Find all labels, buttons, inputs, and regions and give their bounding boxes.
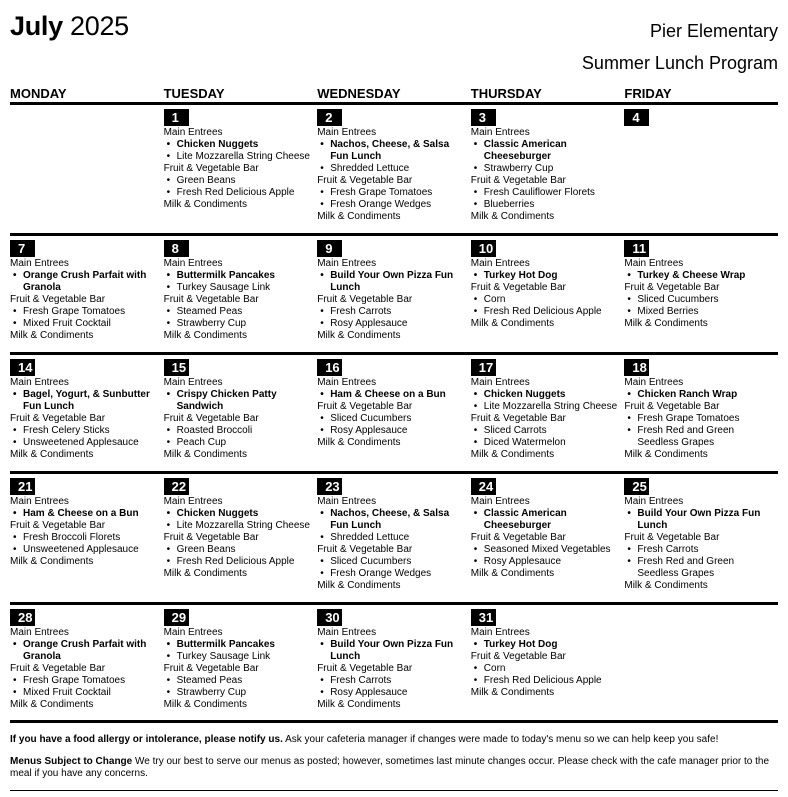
menu-section-label: Milk & Condiments bbox=[10, 556, 94, 567]
menu-item: • Fresh Orange Wedges bbox=[317, 199, 469, 211]
menu-section-label: Fruit & Vegetable Bar bbox=[10, 663, 106, 674]
menu-item: • Sliced Carrots bbox=[471, 425, 623, 437]
menu-item: • Sliced Cucumbers bbox=[317, 413, 469, 425]
menu-item: • Mixed Fruit Cocktail bbox=[10, 687, 162, 699]
menu-item: • Fresh Red Delicious Apple bbox=[471, 306, 623, 318]
day-number: 28 bbox=[10, 609, 35, 626]
menu-entree: • Orange Crush Parfait with Granola bbox=[10, 270, 162, 294]
day-cell bbox=[624, 236, 778, 352]
bottom-divider bbox=[10, 790, 778, 791]
menu-entree: • Crispy Chicken Patty Sandwich bbox=[164, 389, 316, 413]
change-note-bold: Menus Subject to Change bbox=[10, 756, 133, 767]
menu-section-label: Main Entrees bbox=[163, 496, 223, 507]
menu-item: • Shredded Lettuce bbox=[317, 532, 469, 544]
change-note-text: We try our best to serve our menus as posted; however, sometimes last minute changes occur. Please check with the cafe manager prior to the meal if you have any concerns. bbox=[10, 756, 770, 779]
menu-item: • Fresh Carrots bbox=[317, 306, 469, 318]
day-number: 3 bbox=[471, 109, 496, 126]
day-cell bbox=[164, 474, 318, 602]
menu-section-label: Fruit & Vegetable Bar bbox=[470, 282, 566, 293]
menu-entree: • Buttermilk Pancakes bbox=[164, 270, 316, 282]
menu-item: • Fresh Grape Tomatoes bbox=[317, 187, 469, 199]
menu-item: • Green Beans bbox=[164, 175, 316, 187]
day-number: 14 bbox=[10, 359, 35, 376]
menu-item: • Fresh Red and Green Seedless Grapes bbox=[624, 425, 776, 449]
menu-entree: • Chicken Nuggets bbox=[471, 389, 623, 401]
menu-item: • Fresh Cauliflower Florets bbox=[471, 187, 623, 199]
menu-section-label: Main Entrees bbox=[470, 127, 530, 138]
menu-section-label: Main Entrees bbox=[163, 627, 223, 638]
allergy-note-bold: If you have a food allergy or intolerance, please notify us. bbox=[10, 734, 283, 745]
day-number: 29 bbox=[164, 609, 189, 626]
day-number: 21 bbox=[10, 478, 35, 495]
allergy-note bbox=[10, 734, 778, 746]
menu-section-label: Main Entrees bbox=[470, 627, 530, 638]
menu-section-label: Main Entrees bbox=[624, 377, 684, 388]
menu-item: • Fresh Red Delicious Apple bbox=[164, 556, 316, 568]
day-number: 11 bbox=[624, 240, 649, 257]
day-cell bbox=[471, 605, 625, 721]
menu-entree: • Build Your Own Pizza Fun Lunch bbox=[317, 639, 469, 663]
menu-section-label: Milk & Condiments bbox=[624, 318, 708, 329]
menu-entree: • Classic American Cheeseburger bbox=[471, 508, 623, 532]
menu-section-label: Milk & Condiments bbox=[10, 699, 94, 710]
menu-item: • Roasted Broccoli bbox=[164, 425, 316, 437]
menu-section-label: Main Entrees bbox=[624, 258, 684, 269]
menu-item: • Fresh Orange Wedges bbox=[317, 568, 469, 580]
menu-section-label: Main Entrees bbox=[317, 127, 377, 138]
menu-entree: • Turkey & Cheese Wrap bbox=[624, 270, 776, 282]
menu-item: • Corn bbox=[471, 294, 623, 306]
menu-section-label: Milk & Condiments bbox=[624, 449, 708, 460]
menu-section-label: Fruit & Vegetable Bar bbox=[163, 413, 259, 424]
day-number: 10 bbox=[471, 240, 496, 257]
menu-section-label: Fruit & Vegetable Bar bbox=[317, 663, 413, 674]
menu-section-label: Milk & Condiments bbox=[163, 330, 247, 341]
menu-section-label: Fruit & Vegetable Bar bbox=[624, 282, 720, 293]
menu-section-label: Fruit & Vegetable Bar bbox=[470, 413, 566, 424]
menu-section-label: Main Entrees bbox=[163, 377, 223, 388]
menu-section-label: Milk & Condiments bbox=[470, 449, 555, 460]
menu-section-label: Milk & Condiments bbox=[317, 437, 401, 448]
menu-item: • Blueberries bbox=[471, 199, 623, 211]
page-title bbox=[10, 9, 129, 43]
day-cell bbox=[624, 474, 778, 602]
menu-item: • Fresh Grape Tomatoes bbox=[10, 306, 162, 318]
menu-item: • Fresh Celery Sticks bbox=[10, 425, 162, 437]
week-row bbox=[10, 471, 778, 602]
day-cell bbox=[164, 236, 318, 352]
menu-entree: • Buttermilk Pancakes bbox=[164, 639, 316, 651]
menu-section-label: Fruit & Vegetable Bar bbox=[317, 175, 413, 186]
day-cell bbox=[10, 355, 164, 471]
menu-item: • Strawberry Cup bbox=[164, 687, 316, 699]
menu-section-label: Fruit & Vegetable Bar bbox=[317, 401, 413, 412]
menu-item: • Seasoned Mixed Vegetables bbox=[471, 544, 623, 556]
menu-item: • Steamed Peas bbox=[164, 675, 316, 687]
menu-section-label: Main Entrees bbox=[624, 496, 684, 507]
menu-section-label: Fruit & Vegetable Bar bbox=[470, 175, 566, 186]
day-cell bbox=[10, 474, 164, 602]
menu-section-label: Milk & Condiments bbox=[10, 449, 94, 460]
day-cell bbox=[624, 355, 778, 471]
menu-entree: • Ham & Cheese on a Bun bbox=[10, 508, 162, 520]
menu-item: • Rosy Applesauce bbox=[317, 425, 469, 437]
day-cell bbox=[10, 236, 164, 352]
menu-section-label: Milk & Condiments bbox=[317, 699, 401, 710]
menu-item: • Fresh Grape Tomatoes bbox=[624, 413, 776, 425]
menu-entree: • Nachos, Cheese, & Salsa Fun Lunch bbox=[317, 508, 469, 532]
menu-section-label: Main Entrees bbox=[163, 258, 223, 269]
menu-section-label: Fruit & Vegetable Bar bbox=[624, 401, 720, 412]
day-number: 8 bbox=[164, 240, 189, 257]
menu-item: • Fresh Red and Green Seedless Grapes bbox=[624, 556, 776, 580]
menu-section-label: Milk & Condiments bbox=[163, 568, 247, 579]
menu-item: • Strawberry Cup bbox=[471, 163, 623, 175]
day-cell bbox=[471, 105, 625, 233]
menu-section-label: Main Entrees bbox=[470, 496, 530, 507]
day-number: 23 bbox=[317, 478, 342, 495]
menu-section-label: Milk & Condiments bbox=[163, 699, 247, 710]
menu-section-label: Fruit & Vegetable Bar bbox=[317, 544, 413, 555]
day-number: 18 bbox=[624, 359, 649, 376]
day-cell bbox=[164, 605, 318, 721]
day-number: 9 bbox=[317, 240, 342, 257]
day-cell bbox=[624, 105, 778, 233]
day-cell bbox=[164, 105, 318, 233]
menu-section-label: Main Entrees bbox=[10, 258, 69, 269]
title-year: 2025 bbox=[70, 11, 129, 41]
day-cell bbox=[317, 105, 471, 233]
menu-entree: • Turkey Hot Dog bbox=[471, 639, 623, 651]
menu-item: • Rosy Applesauce bbox=[317, 687, 469, 699]
weekday-label: TUESDAY bbox=[163, 86, 225, 101]
day-number: 7 bbox=[10, 240, 35, 257]
calendar-grid bbox=[10, 86, 778, 721]
menu-section-label: Milk & Condiments bbox=[470, 318, 555, 329]
day-number: 17 bbox=[471, 359, 496, 376]
menu-item: • Steamed Peas bbox=[164, 306, 316, 318]
menu-section-label: Main Entrees bbox=[317, 258, 377, 269]
menu-section-label: Fruit & Vegetable Bar bbox=[163, 663, 259, 674]
menu-section-label: Main Entrees bbox=[10, 377, 69, 388]
day-number: 24 bbox=[471, 478, 496, 495]
menu-item: • Lite Mozzarella String Cheese bbox=[164, 520, 316, 532]
menu-section-label: Milk & Condiments bbox=[163, 199, 247, 210]
menu-item: • Unsweetened Applesauce bbox=[10, 544, 162, 556]
menu-section-label: Milk & Condiments bbox=[317, 211, 401, 222]
menu-section-label: Milk & Condiments bbox=[317, 580, 401, 591]
menu-section-label: Main Entrees bbox=[163, 127, 223, 138]
menu-item: • Fresh Grape Tomatoes bbox=[10, 675, 162, 687]
day-number: 2 bbox=[317, 109, 342, 126]
menu-item: • Turkey Sausage Link bbox=[164, 282, 316, 294]
menu-section-label: Fruit & Vegetable Bar bbox=[470, 651, 566, 662]
menu-section-label: Main Entrees bbox=[10, 496, 69, 507]
menu-item: • Diced Watermelon bbox=[471, 437, 623, 449]
day-cell bbox=[471, 355, 625, 471]
menu-section-label: Milk & Condiments bbox=[317, 330, 401, 341]
footer-divider bbox=[10, 720, 778, 723]
menu-entree: • Turkey Hot Dog bbox=[471, 270, 623, 282]
menu-item: • Rosy Applesauce bbox=[471, 556, 623, 568]
day-number: 30 bbox=[317, 609, 342, 626]
program-name: Summer Lunch Program bbox=[581, 53, 778, 73]
day-number: 25 bbox=[624, 478, 649, 495]
menu-item: • Mixed Fruit Cocktail bbox=[10, 318, 162, 330]
day-cell bbox=[10, 105, 164, 233]
day-cell bbox=[624, 605, 778, 721]
menu-item: • Sliced Cucumbers bbox=[317, 556, 469, 568]
day-cell bbox=[317, 236, 471, 352]
week-row bbox=[10, 352, 778, 471]
menu-section-label: Main Entrees bbox=[10, 627, 69, 638]
menu-entree: • Orange Crush Parfait with Granola bbox=[10, 639, 162, 663]
week-row bbox=[10, 102, 778, 233]
menu-section-label: Fruit & Vegetable Bar bbox=[10, 294, 106, 305]
menu-section-label: Main Entrees bbox=[470, 377, 530, 388]
menu-entree: • Build Your Own Pizza Fun Lunch bbox=[317, 270, 469, 294]
title-month: July bbox=[10, 11, 63, 41]
day-number: 4 bbox=[624, 109, 649, 126]
menu-item: • Mixed Berries bbox=[624, 306, 776, 318]
menu-item: • Green Beans bbox=[164, 544, 316, 556]
menu-item: • Turkey Sausage Link bbox=[164, 651, 316, 663]
day-number: 1 bbox=[164, 109, 189, 126]
day-cell bbox=[317, 605, 471, 721]
menu-section-label: Main Entrees bbox=[317, 627, 377, 638]
menu-item: • Rosy Applesauce bbox=[317, 318, 469, 330]
day-cell bbox=[471, 236, 625, 352]
menu-entree: • Bagel, Yogurt, & Sunbutter Fun Lunch bbox=[10, 389, 162, 413]
menu-section-label: Milk & Condiments bbox=[624, 580, 708, 591]
menu-section-label: Fruit & Vegetable Bar bbox=[10, 520, 106, 531]
weekday-label: MONDAY bbox=[10, 86, 67, 101]
menu-item: • Shredded Lettuce bbox=[317, 163, 469, 175]
menu-item: • Fresh Red Delicious Apple bbox=[164, 187, 316, 199]
weekday-label: WEDNESDAY bbox=[317, 86, 401, 101]
menu-item: • Fresh Carrots bbox=[317, 675, 469, 687]
calendar-weeks bbox=[10, 102, 778, 721]
menu-entree: • Chicken Nuggets bbox=[164, 508, 316, 520]
weekday-label: THURSDAY bbox=[470, 86, 542, 101]
menu-entree: • Nachos, Cheese, & Salsa Fun Lunch bbox=[317, 139, 469, 163]
menu-item: • Fresh Broccoli Florets bbox=[10, 532, 162, 544]
menu-section-label: Fruit & Vegetable Bar bbox=[470, 532, 566, 543]
menu-section-label: Milk & Condiments bbox=[470, 211, 555, 222]
day-number: 16 bbox=[317, 359, 342, 376]
menu-item: • Strawberry Cup bbox=[164, 318, 316, 330]
menu-item: • Fresh Carrots bbox=[624, 544, 776, 556]
school-name: Pier Elementary bbox=[649, 21, 778, 41]
menu-section-label: Main Entrees bbox=[317, 377, 377, 388]
menu-section-label: Milk & Condiments bbox=[163, 449, 247, 460]
menu-entree: • Ham & Cheese on a Bun bbox=[317, 389, 469, 401]
day-number: 22 bbox=[164, 478, 189, 495]
day-cell bbox=[317, 355, 471, 471]
menu-section-label: Main Entrees bbox=[470, 258, 530, 269]
menu-entree: • Classic American Cheeseburger bbox=[471, 139, 623, 163]
menu-section-label: Fruit & Vegetable Bar bbox=[317, 294, 413, 305]
menu-item: • Lite Mozzarella String Cheese bbox=[164, 151, 316, 163]
week-row bbox=[10, 233, 778, 352]
weekday-label: FRIDAY bbox=[624, 86, 672, 101]
weekday-header bbox=[10, 86, 778, 102]
menu-item: • Unsweetened Applesauce bbox=[10, 437, 162, 449]
week-row bbox=[10, 602, 778, 721]
day-number: 31 bbox=[471, 609, 496, 626]
menu-item: • Sliced Cucumbers bbox=[624, 294, 776, 306]
menu-section-label: Fruit & Vegetable Bar bbox=[10, 413, 106, 424]
menu-item: • Corn bbox=[471, 663, 623, 675]
allergy-note-text: Ask your cafeteria manager if changes were made to today's menu so we can help keep you safe! bbox=[282, 734, 719, 745]
menu-entree: • Build Your Own Pizza Fun Lunch bbox=[624, 508, 776, 532]
change-note bbox=[10, 756, 778, 780]
menu-item: • Fresh Red Delicious Apple bbox=[471, 675, 623, 687]
menu-section-label: Fruit & Vegetable Bar bbox=[163, 294, 259, 305]
menu-item: • Peach Cup bbox=[164, 437, 316, 449]
day-cell bbox=[164, 355, 318, 471]
menu-section-label: Main Entrees bbox=[317, 496, 377, 507]
day-number: 15 bbox=[164, 359, 189, 376]
menu-section-label: Fruit & Vegetable Bar bbox=[163, 163, 259, 174]
menu-section-label: Fruit & Vegetable Bar bbox=[624, 532, 720, 543]
menu-item: • Lite Mozzarella String Cheese bbox=[471, 401, 623, 413]
day-cell bbox=[317, 474, 471, 602]
menu-section-label: Milk & Condiments bbox=[470, 568, 555, 579]
menu-entree: • Chicken Ranch Wrap bbox=[624, 389, 776, 401]
menu-section-label: Milk & Condiments bbox=[470, 687, 555, 698]
day-cell bbox=[471, 474, 625, 602]
menu-section-label: Milk & Condiments bbox=[10, 330, 94, 341]
menu-entree: • Chicken Nuggets bbox=[164, 139, 316, 151]
menu-section-label: Fruit & Vegetable Bar bbox=[163, 532, 259, 543]
day-cell bbox=[10, 605, 164, 721]
